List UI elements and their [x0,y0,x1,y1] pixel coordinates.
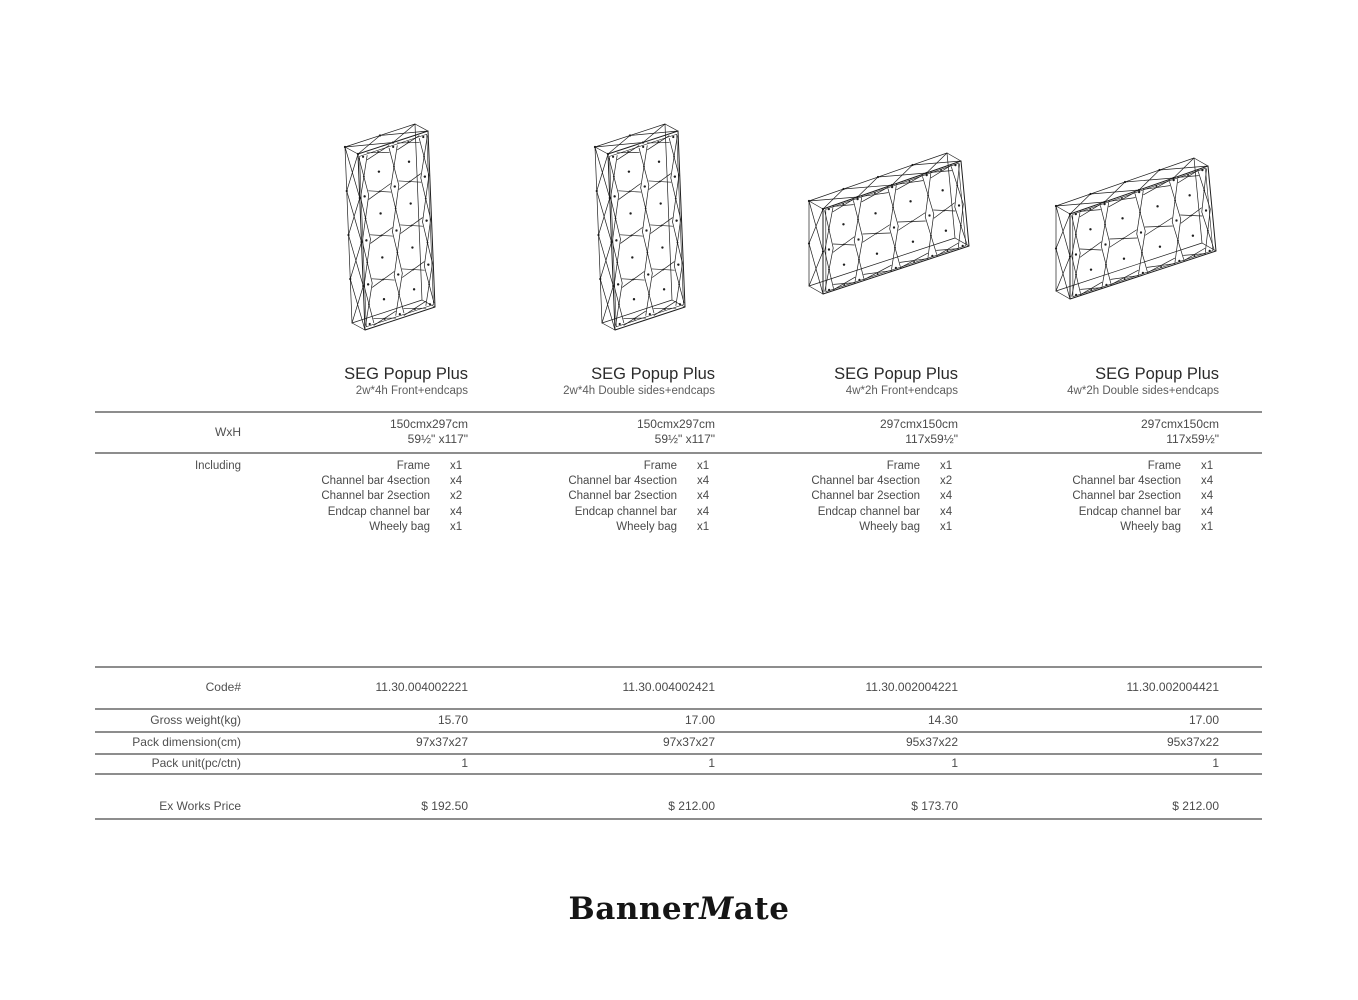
list-item: Wheely bag x1 [1120,520,1214,533]
price-row [95,796,1219,816]
list-item: Frame x1 [1147,460,1214,472]
divider [95,818,1262,820]
brand-logo: BannerMate [568,891,790,927]
list-item: Channel bar 2section x2 [321,490,463,503]
list-item: Channel bar 2section x4 [811,490,953,503]
row-label-wxh: WxH [215,424,241,439]
popup-frame-wireframe-2w4h-double [586,122,690,334]
spacer [95,365,245,398]
product-title: SEG Popup Plus [834,365,958,383]
popup-frame-wireframe-4w2h-front [801,149,977,299]
list-item: Channel bar 2section x4 [1072,490,1214,503]
divider [95,773,1262,775]
product-title: SEG Popup Plus [1095,365,1219,383]
list-item: Endcap channel bar x4 [327,505,463,518]
popup-frame-wireframe-4w2h-double [1048,154,1224,304]
list-item: Wheely bag x1 [859,520,953,533]
dimensions-in: 117x59½" [1166,431,1219,446]
row-label-price: Ex Works Price [159,799,241,813]
list-item: Endcap channel bar x4 [574,505,710,518]
pack-dimension-value: 95x37x22 [905,735,958,749]
list-item: Channel bar 4section x2 [811,475,953,488]
code-value: 11.30.002004221 [865,680,958,694]
list-item: Channel bar 4section x4 [321,475,463,488]
list-item: Wheely bag x1 [369,520,463,533]
dimensions-in: 117x59½" [905,431,958,446]
pack-dimension-value: 97x37x27 [662,735,715,749]
code-value: 11.30.004002421 [622,680,715,694]
price-value: $ 192.50 [421,799,468,813]
code-value: 11.30.004002221 [375,680,468,694]
list-item: Channel bar 2section x4 [568,490,710,503]
row-label-pack-dimension: Pack dimension(cm) [132,735,241,749]
dimensions-cm: 150cmx297cm [636,416,715,431]
list-item: Endcap channel bar x4 [1078,505,1214,518]
list-item: Frame x1 [886,460,953,472]
price-value: $ 173.70 [911,799,958,813]
pack-unit-value: 1 [1212,756,1219,770]
pack-unit-value: 1 [708,756,715,770]
product-titles-row [95,365,1219,398]
dimensions-cm: 297cmx150cm [879,416,958,431]
product-subtitle: 4w*2h Front+endcaps [845,385,958,397]
pack-unit-value: 1 [951,756,958,770]
gross-weight-value: 17.00 [1188,712,1219,727]
price-value: $ 212.00 [668,799,715,813]
divider [95,452,1262,454]
including-list [468,459,715,535]
code-row [95,666,1219,708]
product-subtitle: 2w*4h Front+endcaps [355,385,468,397]
gross-weight-value: 17.00 [684,712,715,727]
pack-unit-row [95,753,1219,773]
list-item: Wheely bag x1 [616,520,710,533]
including-list [715,459,958,535]
dimensions-cm: 297cmx150cm [1140,416,1219,431]
row-label-pack-unit: Pack unit(pc/ctn) [151,756,241,770]
gross-weight-value: 14.30 [927,712,958,727]
including-list [245,459,468,535]
list-item: Channel bar 4section x4 [568,475,710,488]
wxh-row [95,411,1219,452]
row-label-including: Including [194,460,241,472]
pack-dimension-value: 97x37x27 [415,735,468,749]
dimensions-cm: 150cmx297cm [389,416,468,431]
pack-unit-value: 1 [461,756,468,770]
dimensions-in: 59½" x117" [407,431,468,446]
gross-weight-row [95,708,1219,731]
list-item: Channel bar 4section x4 [1072,475,1214,488]
product-subtitle: 2w*4h Double sides+endcaps [563,385,715,397]
including-list [958,459,1219,535]
including-row [95,459,1219,535]
popup-frame-wireframe-2w4h-front [336,122,440,334]
pack-dimension-value: 95x37x22 [1166,735,1219,749]
dimensions-in: 59½" x117" [654,431,715,446]
price-value: $ 212.00 [1172,799,1219,813]
pack-dimension-row [95,731,1219,753]
product-title: SEG Popup Plus [344,365,468,383]
list-item: Frame x1 [396,460,463,472]
gross-weight-value: 15.70 [437,712,468,727]
list-item: Frame x1 [643,460,710,472]
row-label-code: Code# [205,680,241,694]
product-title: SEG Popup Plus [591,365,715,383]
list-item: Endcap channel bar x4 [817,505,953,518]
code-value: 11.30.002004421 [1126,680,1219,694]
row-label-gross-weight: Gross weight(kg) [150,712,241,727]
product-subtitle: 4w*2h Double sides+endcaps [1067,385,1219,397]
logo-stylized-m: M [698,891,734,927]
